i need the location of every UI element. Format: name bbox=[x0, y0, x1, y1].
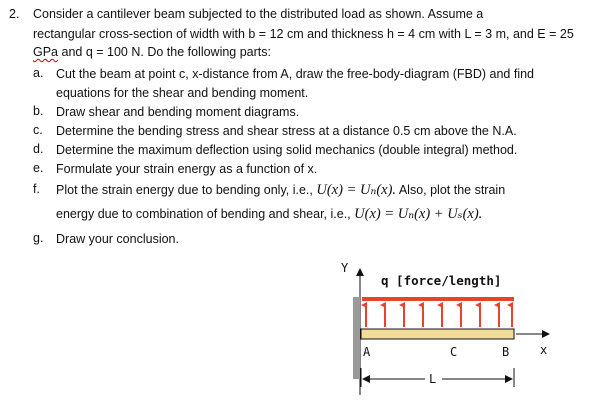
part-b-label: b. bbox=[33, 104, 44, 118]
part-e-label: e. bbox=[33, 161, 44, 175]
part-f-line-1-tail: Also, plot the strain bbox=[398, 183, 506, 197]
distributed-load-band bbox=[362, 297, 514, 301]
part-e-line: Formulate your strain energy as a function of x. bbox=[56, 162, 318, 176]
part-a-line-2: equations for the shear and bending moment. bbox=[56, 86, 309, 100]
part-c-line: Determine the bending stress and shear stress at a distance 0.5 cm above the N.A. bbox=[56, 124, 517, 138]
beam bbox=[361, 329, 514, 339]
part-b-line: Draw shear and bending moment diagrams. bbox=[56, 105, 300, 119]
part-f-line-1 bbox=[56, 182, 505, 198]
cantilever-beam-diagram bbox=[330, 255, 570, 405]
problem-number: 2. bbox=[9, 7, 20, 21]
point-c-label: C bbox=[450, 345, 458, 359]
intro-line-2: rectangular cross-section of width with b = 12 cm and thickness h = 4 cm with L = 3 m, and E = 25 bbox=[33, 27, 574, 41]
intro-line-1: Consider a cantilever beam subjected to the distributed load as shown. Assume a bbox=[33, 7, 484, 21]
length-label: L bbox=[429, 372, 437, 386]
spellcheck-word: GPa bbox=[33, 45, 59, 59]
part-g-label: g. bbox=[33, 231, 44, 245]
part-c-label: c. bbox=[33, 123, 43, 137]
fixed-support-wall bbox=[353, 297, 360, 379]
part-f-line-2 bbox=[56, 206, 482, 222]
part-f-label: f. bbox=[33, 182, 40, 196]
part-d-line: Determine the maximum deflection using solid mechanics (double integral) method. bbox=[56, 143, 518, 157]
y-axis-label: Y bbox=[341, 261, 349, 275]
part-f-line-1-text: Plot the strain energy due to bending only, i.e., bbox=[56, 183, 313, 197]
load-arrows bbox=[366, 305, 512, 327]
part-a-label: a. bbox=[33, 66, 44, 80]
intro-line-3-rest: and q = 100 N. Do the following parts: bbox=[58, 45, 271, 59]
part-a-line-1: Cut the beam at point c, x-distance from A, draw the free-body-diagram (FBD) and find bbox=[56, 67, 534, 81]
point-b-label: B bbox=[502, 345, 510, 359]
load-label: q [force/length] bbox=[381, 273, 502, 288]
part-f-line-2-text: energy due to combination of bending and shear, i.e., bbox=[56, 207, 351, 221]
part-d-label: d. bbox=[33, 142, 44, 156]
equation-bending: U(x) = Uₙ(x). bbox=[316, 182, 397, 198]
point-a-label: A bbox=[363, 345, 371, 359]
x-axis-label: x bbox=[540, 343, 548, 357]
intro-line-3 bbox=[33, 44, 271, 60]
equation-bending-shear: U(x) = Uₙ(x) + Uₛ(x). bbox=[354, 206, 483, 222]
part-g-line: Draw your conclusion. bbox=[56, 232, 179, 246]
